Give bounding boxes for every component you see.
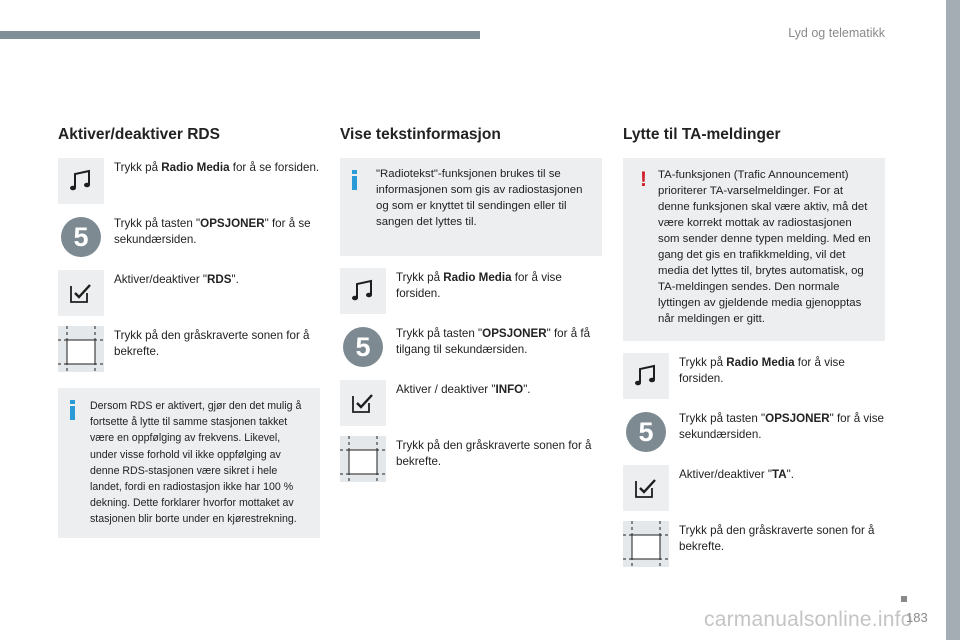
side-band <box>946 0 960 640</box>
step-text-part: Trykk på <box>114 161 162 174</box>
warning-icon: ! <box>640 168 647 191</box>
checkbox-icon <box>58 270 104 316</box>
step-text <box>396 268 602 302</box>
warning-text: TA-funksjonen (Trafic Announcement) prioriterer TA-varselmeldinger. For at denne funksjonen skal være aktiv, må det være korrekt mottak av radiostasjonen som sender denne typen melding. Med en gang det gis en trafikkmelding, vil det media det lyttes til, brytes automatisk, og TA-meldingen sendes. Den normale lyttingen av gjeldende media gjenopptas når meldingen er gitt. <box>658 169 871 325</box>
step-text-part: Trykk på den gråskraverte sonen for å bekrefte. <box>679 524 875 553</box>
step-text-part: Aktiver/deaktiver " <box>679 468 773 481</box>
step-3 <box>340 380 602 426</box>
step-text-bold: OPSJONER <box>482 327 547 340</box>
step-text <box>114 326 320 360</box>
page-number: 183 <box>906 610 928 625</box>
music-note-icon <box>623 353 669 399</box>
step-number-tile <box>623 409 669 455</box>
checkbox-icon <box>623 465 669 511</box>
column-title: Vise tekstinformasjon <box>340 126 501 143</box>
step-4 <box>623 521 885 567</box>
step-number-icon: 5 <box>61 217 101 257</box>
step-text <box>396 380 531 398</box>
column-ta <box>623 126 885 577</box>
step-text <box>679 465 794 483</box>
info-icon <box>352 170 357 190</box>
header-rule <box>0 31 480 39</box>
step-text <box>114 214 320 248</box>
column-rds <box>58 126 320 538</box>
step-list <box>340 268 602 482</box>
step-text <box>114 158 319 176</box>
checkbox-icon <box>340 380 386 426</box>
step-text-bold: OPSJONER <box>765 412 830 425</box>
step-text-part: " for å se sekundærsiden. <box>114 217 311 246</box>
step-text-part: for å vise forsiden. <box>679 356 845 385</box>
step-text-part: ". <box>231 273 239 286</box>
column-title: Aktiver/deaktiver RDS <box>58 126 220 143</box>
grey-zone-icon <box>623 521 669 567</box>
step-number-tile <box>340 324 386 370</box>
step-2 <box>623 409 885 455</box>
page-bullet <box>901 596 907 602</box>
step-2 <box>58 214 320 260</box>
step-3 <box>623 465 885 511</box>
info-note <box>58 388 320 538</box>
step-1 <box>58 158 320 204</box>
step-text-part: Trykk på tasten " <box>679 412 766 425</box>
step-list <box>623 353 885 567</box>
step-text-part: " for å få tilgang til sekundærsiden. <box>396 327 591 356</box>
step-text-part: Trykk på den gråskraverte sonen for å bekrefte. <box>114 329 310 358</box>
step-text <box>679 521 885 555</box>
watermark: carmanualsonline.info <box>704 608 913 631</box>
step-text <box>396 324 602 358</box>
step-text-part: Trykk på tasten " <box>114 217 201 230</box>
info-icon <box>70 400 75 420</box>
step-1 <box>623 353 885 399</box>
step-4 <box>340 436 602 482</box>
step-number-tile <box>58 214 104 260</box>
music-note-icon <box>58 158 104 204</box>
grey-zone-icon <box>340 436 386 482</box>
step-4 <box>58 326 320 372</box>
column-title: Lytte til TA-meldinger <box>623 126 781 143</box>
warning-box <box>623 158 885 341</box>
step-text-part: " for å vise sekundærsiden. <box>679 412 884 441</box>
step-1 <box>340 268 602 314</box>
grey-zone-icon <box>58 326 104 372</box>
step-text-bold: OPSJONER <box>200 217 265 230</box>
step-text-part: ". <box>523 383 531 396</box>
info-box <box>340 158 602 256</box>
step-list <box>58 158 320 372</box>
info-box-text: "Radiotekst"-funksjonen brukes til se informasjonen som gis av radiostasjonen og som er knyttet til sendingen eller til sangen det lyttes til. <box>376 168 583 228</box>
step-number-icon: 5 <box>626 412 666 452</box>
step-3 <box>58 270 320 316</box>
step-text-bold: TA <box>772 468 787 481</box>
step-text-part: Trykk på tasten " <box>396 327 483 340</box>
step-2 <box>340 324 602 370</box>
section-title: Lyd og telematikk <box>788 26 885 40</box>
step-text-bold: Radio Media <box>443 271 512 284</box>
step-text <box>679 409 885 443</box>
step-text-part: Trykk på <box>396 271 444 284</box>
info-note-text: Dersom RDS er aktivert, gjør den det mulig å fortsette å lytte til samme stasjonen takket være en oppfølging av frekvens. Likevel, under visse forhold vil ikke oppfølging av denne RDS-stasjonen være sikret i hele landet, fordi en radiostasjon ikke har 100 % dekning. Dette forklarer hvorfor mottaket av stasjonen blir borte under en kjørestrekning. <box>90 400 302 526</box>
step-text-bold: RDS <box>207 273 232 286</box>
step-text-part: Aktiver/deaktiver " <box>114 273 208 286</box>
step-number-icon: 5 <box>343 327 383 367</box>
step-text-part: ". <box>786 468 794 481</box>
step-text-part: Trykk på <box>679 356 727 369</box>
column-text-info <box>340 126 602 492</box>
step-text-part: for å se forsiden. <box>229 161 320 174</box>
step-text-bold: INFO <box>495 383 524 396</box>
step-text <box>679 353 885 387</box>
step-text-bold: Radio Media <box>161 161 230 174</box>
music-note-icon <box>340 268 386 314</box>
step-text-part: for å vise forsiden. <box>396 271 562 300</box>
step-text-part: Aktiver / deaktiver " <box>396 383 496 396</box>
step-text <box>396 436 602 470</box>
step-text <box>114 270 239 288</box>
step-text-bold: Radio Media <box>726 356 795 369</box>
step-text-part: Trykk på den gråskraverte sonen for å bekrefte. <box>396 439 592 468</box>
